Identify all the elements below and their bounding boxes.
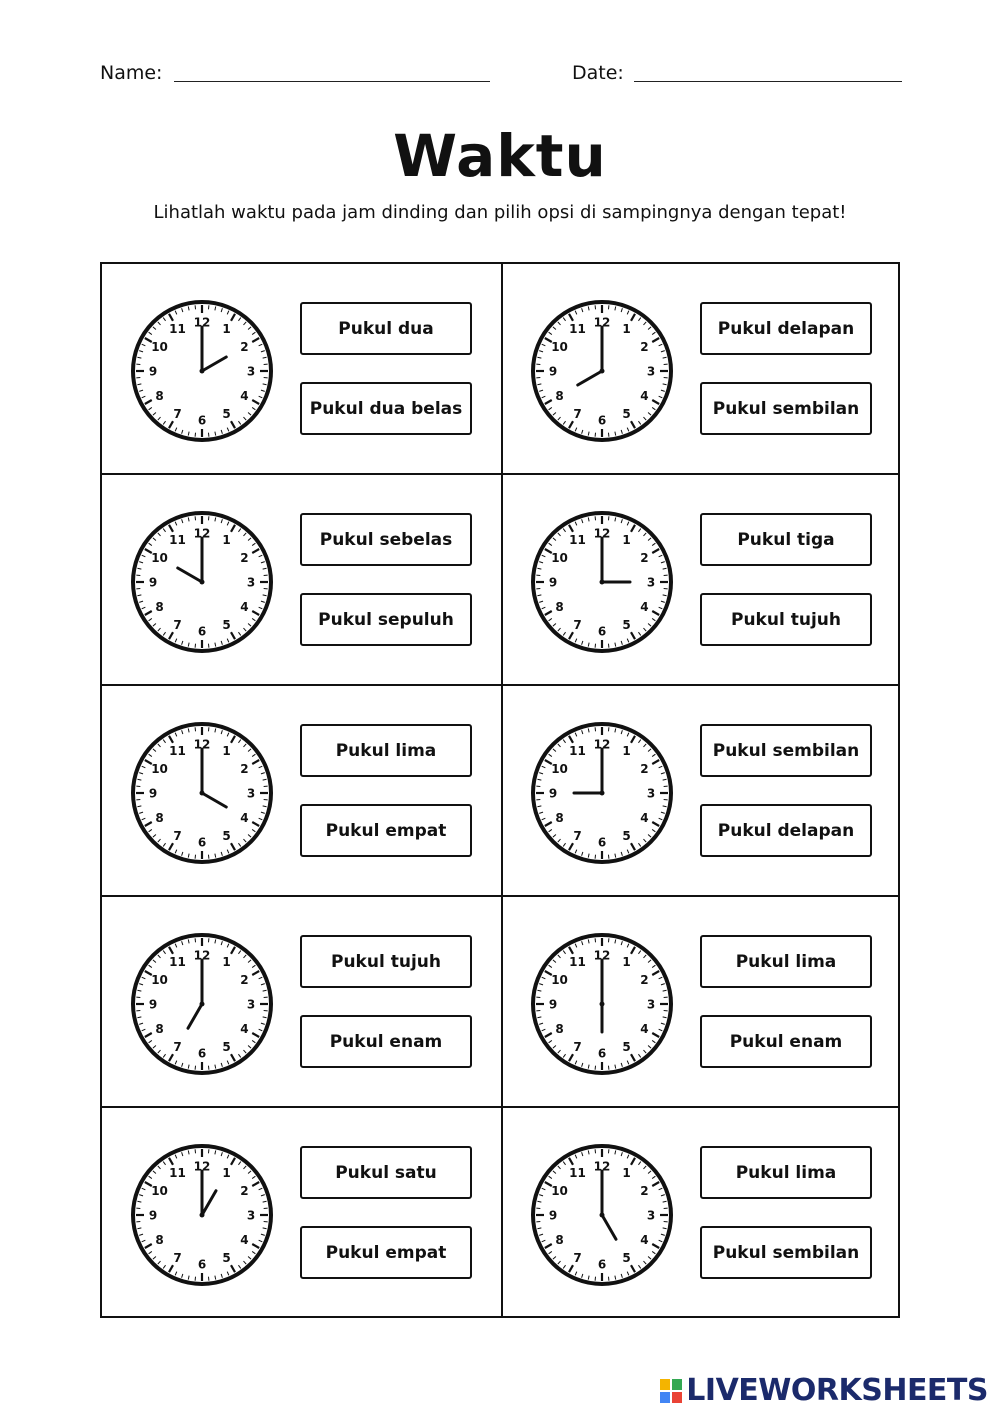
clock-face xyxy=(529,720,675,866)
clock-center xyxy=(600,1002,605,1007)
clock-number: 2 xyxy=(240,340,249,354)
clock-number: 1 xyxy=(622,533,631,548)
clock-number: 4 xyxy=(240,1233,249,1247)
answer-option-button[interactable]: Pukul lima xyxy=(700,935,872,988)
clock-center xyxy=(200,580,205,585)
clock-number: 9 xyxy=(148,364,158,379)
clock-number: 5 xyxy=(222,828,231,843)
clock-number: 12 xyxy=(193,315,211,330)
clock-number: 2 xyxy=(640,551,649,565)
clock-number: 7 xyxy=(573,1250,582,1265)
clock-number: 7 xyxy=(173,1039,182,1054)
clock-number: 1 xyxy=(222,322,231,337)
answer-option-button[interactable]: Pukul enam xyxy=(700,1015,872,1068)
clock-number: 1 xyxy=(222,1166,231,1181)
clock-number: 6 xyxy=(197,1046,207,1061)
brand-text: LIVEWORKSHEETS xyxy=(686,1373,988,1408)
clock-number: 12 xyxy=(593,948,611,963)
clock-number: 3 xyxy=(246,997,256,1012)
answer-option-button[interactable]: Pukul delapan xyxy=(700,302,872,355)
liveworksheets-logo xyxy=(660,1373,988,1408)
clock-number: 10 xyxy=(151,973,168,987)
clock-number: 5 xyxy=(222,406,231,421)
clock-number: 12 xyxy=(193,1159,211,1174)
clock-number: 8 xyxy=(155,389,164,403)
clock-number: 2 xyxy=(640,340,649,354)
clock-number: 6 xyxy=(197,835,207,850)
clock-number: 5 xyxy=(622,1039,631,1054)
clock-number: 12 xyxy=(593,737,611,752)
answer-option-button[interactable]: Pukul dua belas xyxy=(300,382,472,435)
clock-number: 8 xyxy=(155,600,164,614)
clock-number: 4 xyxy=(240,1022,249,1036)
clock-number: 6 xyxy=(197,1257,207,1272)
clock-number: 3 xyxy=(646,1208,656,1223)
clock-number: 9 xyxy=(548,364,558,379)
clock-number: 8 xyxy=(555,600,564,614)
clock-number: 3 xyxy=(246,575,256,590)
clock-number: 7 xyxy=(573,617,582,632)
answer-option-button[interactable]: Pukul sembilan xyxy=(700,382,872,435)
clock-number: 7 xyxy=(173,828,182,843)
answer-option-button[interactable]: Pukul empat xyxy=(300,1226,472,1279)
clock-center xyxy=(200,1002,205,1007)
clock-number: 12 xyxy=(593,315,611,330)
clock-number: 10 xyxy=(551,973,568,987)
clock-number: 4 xyxy=(640,811,649,825)
clock-number: 9 xyxy=(148,1208,158,1223)
clock-question xyxy=(502,686,900,897)
clock-number: 1 xyxy=(622,744,631,759)
clock-number: 11 xyxy=(569,1166,586,1181)
clock-number: 9 xyxy=(148,997,158,1012)
clock-number: 2 xyxy=(240,1184,249,1198)
instruction-text: Lihatlah waktu pada jam dinding dan pilih opsi di sampingnya dengan tepat! xyxy=(153,202,847,223)
clock-number: 2 xyxy=(240,762,249,776)
answer-option-button[interactable]: Pukul enam xyxy=(300,1015,472,1068)
clock-center xyxy=(600,791,605,796)
answer-option-button[interactable]: Pukul tujuh xyxy=(700,593,872,646)
clock-number: 12 xyxy=(593,526,611,541)
clock-number: 10 xyxy=(551,1184,568,1198)
clock-number: 7 xyxy=(573,828,582,843)
clock-face xyxy=(529,1142,675,1288)
clock-number: 1 xyxy=(222,744,231,759)
clock-number: 11 xyxy=(569,533,586,548)
clock-number: 8 xyxy=(155,1022,164,1036)
clock-number: 1 xyxy=(222,955,231,970)
clock-number: 9 xyxy=(548,1208,558,1223)
clock-number: 8 xyxy=(555,389,564,403)
clock-number: 10 xyxy=(551,762,568,776)
clock-number: 6 xyxy=(197,413,207,428)
clock-number: 8 xyxy=(155,811,164,825)
clock-number: 9 xyxy=(548,575,558,590)
clock-number: 1 xyxy=(622,1166,631,1181)
clock-face xyxy=(129,720,275,866)
clock-number: 8 xyxy=(555,1022,564,1036)
clock-number: 3 xyxy=(646,364,656,379)
answer-option-button[interactable]: Pukul sembilan xyxy=(700,724,872,777)
clock-number: 7 xyxy=(173,617,182,632)
clock-number: 11 xyxy=(569,744,586,759)
clock-number: 6 xyxy=(597,835,607,850)
clock-number: 5 xyxy=(222,1039,231,1054)
clock-number: 12 xyxy=(593,1159,611,1174)
clock-number: 2 xyxy=(240,551,249,565)
answer-option-button[interactable]: Pukul lima xyxy=(300,724,472,777)
answer-option-button[interactable]: Pukul tiga xyxy=(700,513,872,566)
clock-number: 6 xyxy=(597,1257,607,1272)
clock-number: 3 xyxy=(246,786,256,801)
clock-center xyxy=(200,369,205,374)
clock-number: 4 xyxy=(240,389,249,403)
clock-question xyxy=(102,686,500,897)
clock-number: 6 xyxy=(597,624,607,639)
clock-face xyxy=(129,931,275,1077)
clock-number: 3 xyxy=(246,364,256,379)
clock-center xyxy=(600,580,605,585)
clock-number: 5 xyxy=(222,1250,231,1265)
clock-question xyxy=(502,1108,900,1319)
clock-question xyxy=(502,264,900,475)
date-label: Date: xyxy=(572,62,624,84)
clock-number: 2 xyxy=(640,762,649,776)
clock-center xyxy=(200,791,205,796)
answer-option-button[interactable]: Pukul satu xyxy=(300,1146,472,1199)
clock-number: 11 xyxy=(169,955,186,970)
clock-face xyxy=(129,509,275,655)
clock-number: 9 xyxy=(548,786,558,801)
clock-number: 7 xyxy=(173,406,182,421)
liveworksheets-icon xyxy=(660,1379,682,1403)
clock-number: 2 xyxy=(640,1184,649,1198)
clock-number: 3 xyxy=(646,575,656,590)
clock-question xyxy=(502,897,900,1108)
page-title: Waktu xyxy=(393,122,607,190)
clock-question xyxy=(102,264,500,475)
clock-number: 4 xyxy=(240,600,249,614)
clock-question xyxy=(102,897,500,1108)
answer-option-button[interactable]: Pukul delapan xyxy=(700,804,872,857)
clock-number: 4 xyxy=(240,811,249,825)
clock-number: 4 xyxy=(640,1022,649,1036)
clock-number: 12 xyxy=(193,737,211,752)
clock-number: 10 xyxy=(551,340,568,354)
clock-number: 6 xyxy=(597,413,607,428)
clock-number: 4 xyxy=(640,1233,649,1247)
clock-number: 12 xyxy=(193,526,211,541)
answer-option-button[interactable]: Pukul tujuh xyxy=(300,935,472,988)
clock-number: 9 xyxy=(148,786,158,801)
clock-number: 11 xyxy=(569,955,586,970)
name-label: Name: xyxy=(100,62,163,84)
clock-number: 11 xyxy=(569,322,586,337)
clock-number: 1 xyxy=(222,533,231,548)
answer-option-button[interactable]: Pukul lima xyxy=(700,1146,872,1199)
answer-option-button[interactable]: Pukul sembilan xyxy=(700,1226,872,1279)
clock-face xyxy=(129,298,275,444)
answer-option-button[interactable]: Pukul sepuluh xyxy=(300,593,472,646)
clock-number: 5 xyxy=(222,617,231,632)
clock-face xyxy=(529,298,675,444)
clock-number: 3 xyxy=(646,997,656,1012)
clock-number: 9 xyxy=(148,575,158,590)
clock-number: 10 xyxy=(151,340,168,354)
clock-face xyxy=(529,509,675,655)
clock-number: 8 xyxy=(555,1233,564,1247)
clock-number: 1 xyxy=(622,955,631,970)
clock-face xyxy=(529,931,675,1077)
clock-number: 4 xyxy=(640,600,649,614)
clock-number: 12 xyxy=(193,948,211,963)
answer-option-button[interactable]: Pukul dua xyxy=(300,302,472,355)
clock-number: 3 xyxy=(246,1208,256,1223)
clock-number: 11 xyxy=(169,533,186,548)
clock-number: 5 xyxy=(622,1250,631,1265)
clock-center xyxy=(600,369,605,374)
answer-option-button[interactable]: Pukul sebelas xyxy=(300,513,472,566)
clock-number: 11 xyxy=(169,744,186,759)
clock-number: 5 xyxy=(622,617,631,632)
clock-number: 2 xyxy=(640,973,649,987)
clock-number: 10 xyxy=(151,551,168,565)
clock-center xyxy=(200,1213,205,1218)
clock-number: 10 xyxy=(551,551,568,565)
clock-number: 5 xyxy=(622,406,631,421)
clock-center xyxy=(600,1213,605,1218)
clock-face xyxy=(129,1142,275,1288)
clock-number: 1 xyxy=(622,322,631,337)
clock-number: 5 xyxy=(622,828,631,843)
clock-number: 10 xyxy=(151,1184,168,1198)
clock-number: 11 xyxy=(169,1166,186,1181)
answer-option-button[interactable]: Pukul empat xyxy=(300,804,472,857)
clock-number: 11 xyxy=(169,322,186,337)
clock-number: 9 xyxy=(548,997,558,1012)
clock-number: 10 xyxy=(151,762,168,776)
clock-question xyxy=(102,1108,500,1319)
clock-number: 7 xyxy=(173,1250,182,1265)
clock-number: 4 xyxy=(640,389,649,403)
clock-number: 3 xyxy=(646,786,656,801)
clock-question xyxy=(102,475,500,686)
clock-number: 7 xyxy=(573,1039,582,1054)
clock-number: 6 xyxy=(597,1046,607,1061)
clock-question xyxy=(502,475,900,686)
clock-number: 8 xyxy=(555,811,564,825)
name-field[interactable] xyxy=(174,81,490,82)
clock-number: 6 xyxy=(197,624,207,639)
clock-number: 2 xyxy=(240,973,249,987)
clock-number: 8 xyxy=(155,1233,164,1247)
date-field[interactable] xyxy=(634,81,902,82)
clock-grid xyxy=(100,262,900,1318)
clock-number: 7 xyxy=(573,406,582,421)
